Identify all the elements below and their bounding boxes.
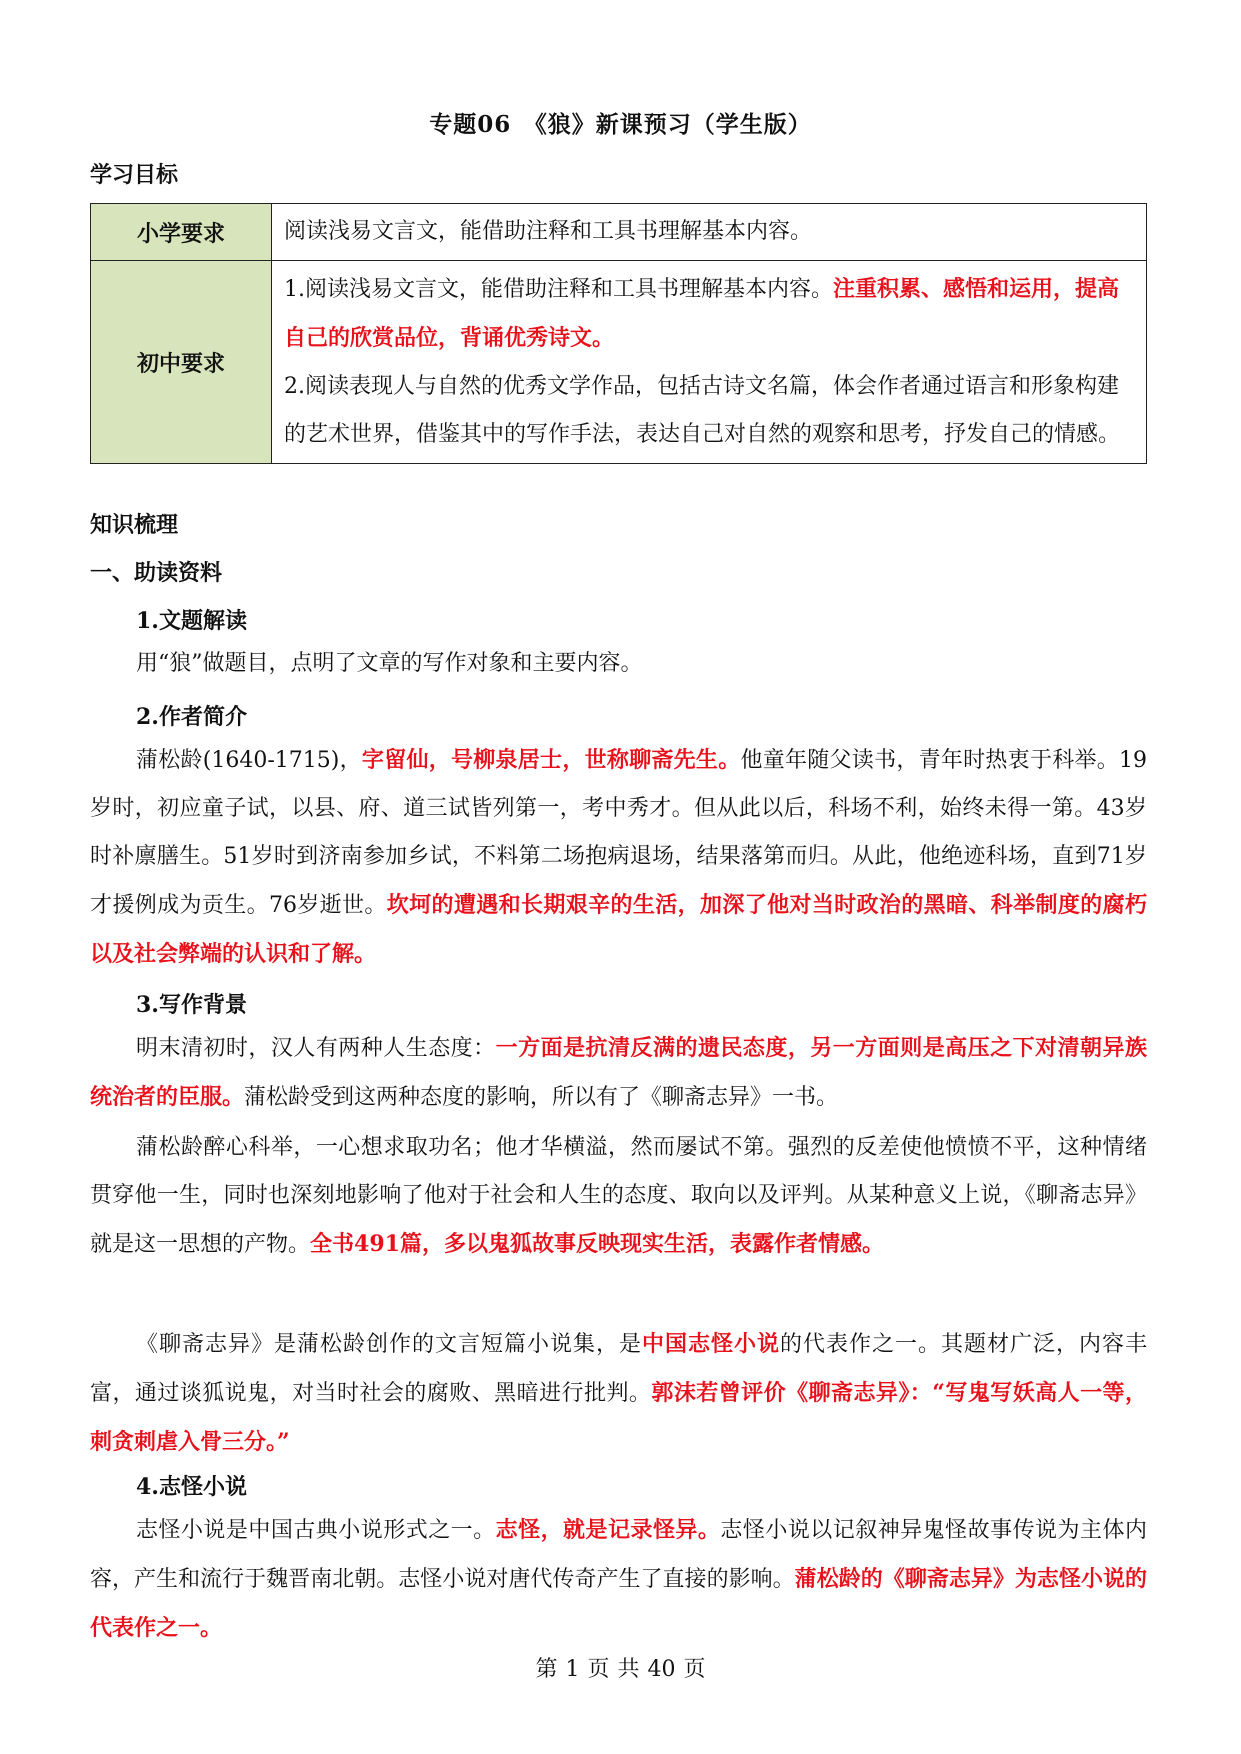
learning-goals-heading: 学习目标 [90,162,179,188]
middle-label: 初中要求 [91,261,272,464]
knowledge-heading: 知识梳理 [90,512,179,538]
paragraph: 蒲松龄醉心科举，一心想求取功名；他才华横溢，然而屡试不第。强烈的反差使他愤愤不平，这种情绪贯穿他一生，同时也深刻地影响了他对于社会和人生的态度、取向以及评判。从某种意义上说，《聊斋志异》就是这一思想的产物。全书491篇，多以鬼狐故事反映现实生活，表露作者情感。 [90,1135,1147,1257]
learning-goals-table [90,203,1147,464]
requirement-2: 2.阅读表现人与自然的优秀文学作品，包括古诗文名篇，体会作者通过语言和形象构建的艺术世界，借鉴其中的写作手法，表达自己对自然的观察和思考，抒发自己的情感。 [284,374,1121,447]
subsection-title: 3.写作背景 [136,992,247,1018]
document-title: 专题06 《狼》新课预习（学生版） [429,111,812,138]
subsection-title: 1.文题解读 [136,608,247,634]
table-row [91,204,1147,261]
primary-label: 小学要求 [91,204,272,261]
page-footer: 第 1 页 共 40 页 [535,1657,706,1682]
primary-requirement: 阅读浅易文言文，能借助注释和工具书理解基本内容。 [272,204,1147,261]
paragraph: 用“狼”做题目，点明了文章的写作对象和主要内容。 [136,651,643,676]
requirement-1: 1.阅读浅易文言文，能借助注释和工具书理解基本内容。注重积累、感悟和运用，提高自己的欣赏品位，背诵优秀诗文。 [284,276,1120,351]
paragraph: 蒲松龄(1640-1715)，字留仙，号柳泉居士，世称聊斋先生。他童年随父读书，青年时热衷于科举。19岁时，初应童子试，以县、府、道三试皆列第一，考中秀才。但从此以后，科场不利，始终未得一第。43岁时补廪膳生。51岁时到济南参加乡试，不料第二场抱病退场，结果落第而归。从此，他绝迹科场，直到71岁才援例成为贡生。76岁逝世。坎坷的遭遇和长期艰辛的生活，加深了他对当时政治的黑暗、科举制度的腐朽以及社会弊端的认识和了解。 [90,747,1148,967]
total-pages: 40 [647,1657,676,1682]
table-row [91,261,1147,464]
page-number: 1 [565,1657,580,1682]
subsection-title: 2.作者简介 [136,704,247,730]
paragraph: 志怪小说是中国古典小说形式之一。志怪，就是记录怪异。志怪小说以记叙神异鬼怪故事传说为主体内容，产生和流行于魏晋南北朝。志怪小说对唐代传奇产生了直接的影响。蒲松龄的《聊斋志异》为志怪小说的代表作之一。 [90,1517,1147,1641]
paragraph: 《聊斋志异》是蒲松龄创作的文言短篇小说集，是中国志怪小说的代表作之一。其题材广泛，内容丰富，通过谈狐说鬼，对当时社会的腐败、黑暗进行批判。郭沫若曾评价《聊斋志异》：“写鬼写妖高人一等，刺贪刺虐入骨三分。” [90,1331,1147,1455]
section-heading: 一、助读资料 [90,560,223,586]
subsection-title: 4.志怪小说 [136,1474,247,1500]
paragraph: 明末清初时，汉人有两种人生态度：一方面是抗清反满的遗民态度，另一方面则是高压之下对清朝异族统治者的臣服。蒲松龄受到这两种态度的影响，所以有了《聊斋志异》一书。 [90,1035,1147,1110]
middle-requirement [272,261,1147,464]
